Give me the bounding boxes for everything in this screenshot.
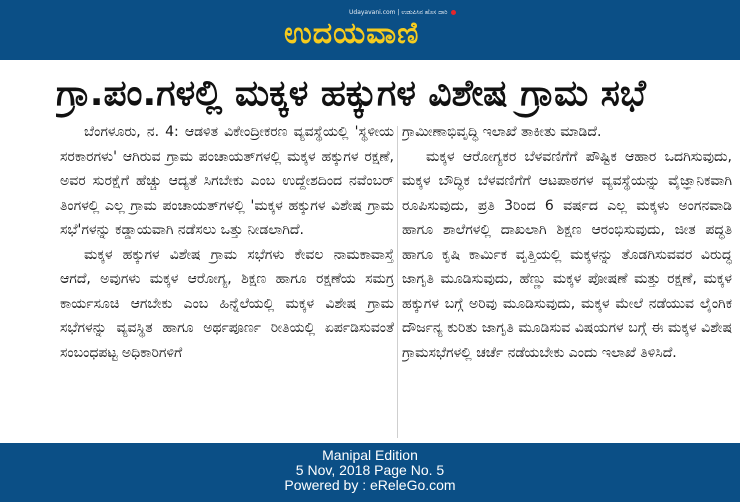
masthead-red-dot-icon	[451, 10, 456, 15]
article-paragraph: ಮಕ್ಕಳ ಹಕ್ಕುಗಳ ವಿಶೇಷ ಗ್ರಾಮ ಸಭೆಗಳು ಕೇವಲ ನಾಮಕಾವಾಸ್ತೆ ಆಗದೆ, ಅವುಗಳು ಮಕ್ಕಳ ಆರೋಗ್ಯ, ಶಿಕ್ಷಣ ಹಾಗೂ ರಕ್ಷಣೆಯ ಸಮಗ್ರ ಕಾರ್ಯಸೂಚಿ ಆಗಬೇಕು ಎಂಬ ಹಿನ್ನೆಲೆಯಲ್ಲಿ ಮಕ್ಕಳ ವಿಶೇಷ ಗ್ರಾಮ ಸಭೆಗಳನ್ನು ವ್ಯವಸ್ಥಿತ ಹಾಗೂ ಅರ್ಥಪೂರ್ಣ ರೀತಿಯಲ್ಲಿ ಏರ್ಪಡಿಸುವಂತೆ ಸಂಬಂಧಪಟ್ಟ ಅಧಿಕಾರಿಗಳಿಗೆ	[60, 246, 394, 361]
masthead-bar	[0, 0, 740, 60]
newspaper-logo[interactable]: ಉದಯವಾಣಿ	[284, 16, 420, 51]
masthead-tagline: Udayavani.com | ಉಡುಪಿಸಿನ ಹೊಸ ದಾರಿ	[349, 9, 448, 16]
powered-by-link[interactable]: Powered by : eReleGo.com	[284, 477, 456, 493]
article-headline: ಗ್ರಾ.ಪಂ.ಗಳಲ್ಲಿ ಮಕ್ಕಳ ಹಕ್ಕುಗಳ ವಿಶೇಷ ಗ್ರಾಮ ಸಭೆ	[56, 73, 646, 114]
article-column-right	[402, 120, 732, 442]
edition-footer	[0, 443, 740, 502]
column-divider	[397, 126, 398, 438]
edition-name: Manipal Edition	[322, 447, 418, 463]
edition-date-page: 5 Nov, 2018 Page No. 5	[295, 462, 445, 478]
article-paragraph: ಗ್ರಾಮೀಣಾಭಿವೃದ್ಧಿ ಇಲಾಖೆ ತಾಕೀತು ಮಾಡಿದೆ.	[402, 124, 602, 140]
article-paragraph: ಬೆಂಗಳೂರು, ನ. 4: ಆಡಳಿತ ವಿಕೇಂದ್ರೀಕರಣ ವ್ಯವಸ್ಥೆಯಲ್ಲಿ 'ಸ್ಥಳೀಯ ಸರಕಾರಗಳು' ಆಗಿರುವ ಗ್ರಾಮ ಪಂಚಾಯತ್‌ಗಳಲ್ಲಿ ಮಕ್ಕಳ ಹಕ್ಕುಗಳ ರಕ್ಷಣೆ, ಅವರ ಸುರಕ್ಷೆಗೆ ಹೆಚ್ಚು ಆದ್ಯತೆ ಸಿಗಬೇಕು ಎಂಬ ಉದ್ದೇಶದಿಂದ ನವೆಂಬರ್ ತಿಂಗಳಲ್ಲಿ ಎಲ್ಲ ಗ್ರಾಮ ಪಂಚಾಯತ್‌ಗಳಲ್ಲಿ 'ಮಕ್ಕಳ ಹಕ್ಕುಗಳ ವಿಶೇಷ ಗ್ರಾಮ ಸಭೆ'ಗಳನ್ನು ಕಡ್ಡಾಯವಾಗಿ ನಡೆಸಲು ಒತ್ತು ನೀಡಲಾಗಿದೆ.	[60, 124, 394, 238]
article-paragraph: ಮಕ್ಕಳ ಆರೋಗ್ಯಕರ ಬೆಳವಣಿಗೆಗೆ ಪೌಷ್ಟಿಕ ಆಹಾರ ಒದಗಿಸುವುದು, ಮಕ್ಕಳ ಬೌದ್ಧಿಕ ಬೆಳವಣಿಗೆಗೆ ಆಟಪಾಠಗಳ ವ್ಯವಸ್ಥೆಯನ್ನು ವೈಜ್ಞಾನಿಕವಾಗಿ ರೂಪಿಸುವುದು, ಪ್ರತಿ 3ರಿಂದ 6 ವರ್ಷದ ಎಲ್ಲ ಮಕ್ಕಳು ಅಂಗನವಾಡಿ ಹಾಗೂ ಶಾಲೆಗಳಲ್ಲಿ ದಾಖಲಾಗಿ ಶಿಕ್ಷಣ ಆರಂಭಿಸುವುದು, ಜೀತ ಪದ್ಧತಿ ಹಾಗೂ ಕೃಷಿ ಕಾರ್ಮಿಕ ವೃತ್ತಿಯಲ್ಲಿ ಮಕ್ಕಳನ್ನು ತೊಡಗಿಸುವವರ ವಿರುದ್ಧ ಜಾಗೃತಿ ಮೂಡಿಸುವುದು, ಹೆಣ್ಣು ಮಕ್ಕಳ ಪೋಷಣೆ ಮತ್ತು ರಕ್ಷಣೆ, ಮಕ್ಕಳ ಹಕ್ಕುಗಳ ಬಗ್ಗೆ ಅರಿವು ಮೂಡಿಸುವುದು, ಮಕ್ಕಳ ಮೇಲೆ ನಡೆಯುವ ಲೈಂಗಿಕ ದೌರ್ಜನ್ಯ ಕುರಿತು ಜಾಗೃತಿ ಮೂಡಿಸುವ ವಿಷಯಗಳ ಬಗ್ಗೆ ಈ ಮಕ್ಕಳ ವಿಶೇಷ ಗ್ರಾಮಸಭೆಗಳಲ್ಲಿ ಚರ್ಚೆ ನಡೆಯಬೇಕು ಎಂದು ಇಲಾಖೆ ತಿಳಿಸಿದೆ.	[402, 148, 732, 361]
article-column-left	[60, 120, 394, 442]
